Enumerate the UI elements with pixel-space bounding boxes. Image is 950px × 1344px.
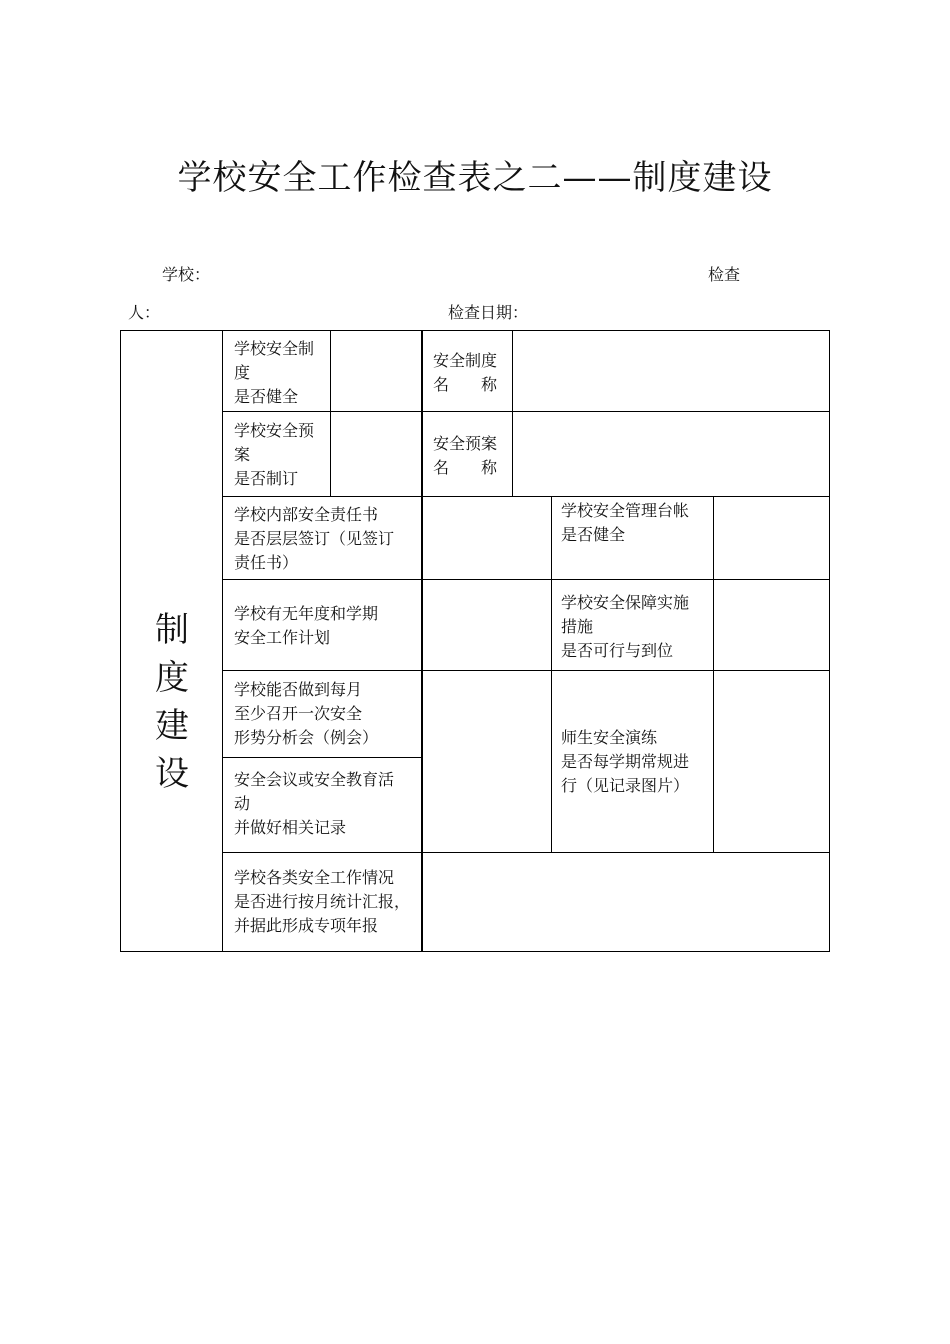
answer-r7[interactable]	[423, 853, 829, 951]
answer-r2-names[interactable]	[513, 412, 829, 496]
answer-r4-right[interactable]	[714, 580, 829, 670]
category-label: 制 度 建 设	[155, 610, 189, 794]
school-label: 学校：	[162, 265, 211, 284]
item-monthly-statistics: 学校各类安全工作情况 是否进行按月统计汇报， 并据此形成专项年报	[234, 868, 411, 935]
inspector-label-part1: 检查	[708, 265, 741, 284]
item-education-records: 安全会议或安全教育活 动 并做好相关记录	[234, 770, 395, 837]
label-safety-rules-name: 安全制度 名 称	[433, 351, 498, 394]
item-safety-plan-made: 学校安全预 案 是否制订	[234, 421, 315, 488]
item-monthly-analysis-meeting: 学校能否做到每月 至少召开一次安全 形势分析会（例会）	[234, 680, 379, 747]
answer-r1-check[interactable]	[331, 331, 421, 411]
inspection-date-label: 检查日期：	[448, 303, 529, 322]
answer-r4-left[interactable]	[423, 580, 551, 670]
answer-r3-right[interactable]	[714, 497, 829, 579]
item-management-ledger: 学校安全管理台帐 是否健全	[561, 501, 690, 544]
answer-r3-left[interactable]	[423, 497, 551, 579]
answer-r56-right[interactable]	[714, 671, 829, 852]
answer-r2-check[interactable]	[331, 412, 421, 496]
item-safety-drill: 师生安全演练 是否每学期常规进 行（见记录图片）	[561, 728, 690, 795]
label-safety-plan-name: 安全预案 名 称	[433, 434, 498, 477]
item-safety-rules-complete: 学校安全制 度 是否健全	[234, 339, 315, 406]
page-title: 学校安全工作检查表之二——制度建设	[177, 158, 773, 198]
answer-r1-names[interactable]	[513, 331, 829, 411]
item-responsibility-letter: 学校内部安全责任书 是否层层签订（见签订 责任书）	[234, 505, 395, 572]
item-security-measures: 学校安全保障实施 措施 是否可行与到位	[561, 593, 690, 660]
inspector-label-part2: 人：	[128, 303, 161, 322]
answer-r56-left[interactable]	[423, 671, 551, 852]
item-work-plan: 学校有无年度和学期 安全工作计划	[234, 604, 379, 647]
